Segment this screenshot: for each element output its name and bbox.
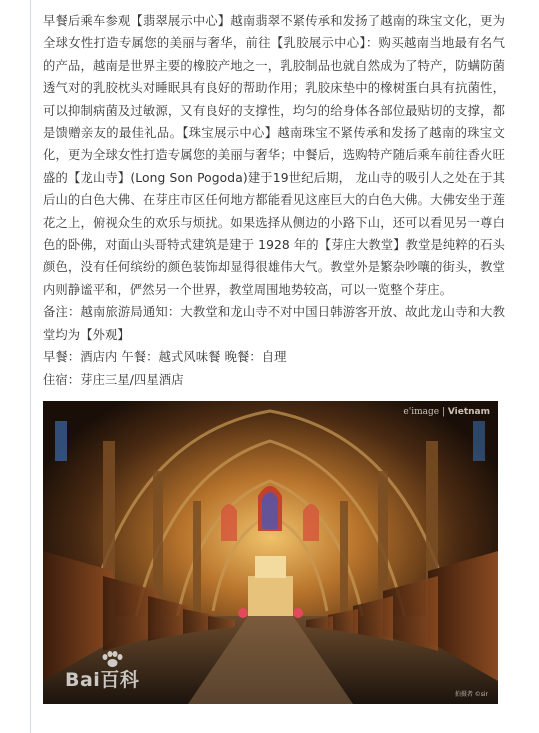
left-border-line bbox=[30, 0, 31, 733]
hotel-line: 住宿：芽庄三星/四星酒店 bbox=[43, 372, 184, 387]
watermark-prefix: e'image | bbox=[403, 407, 445, 417]
itinerary-paragraph: 早餐后乘车参观【翡翠展示中心】越南翡翠不紧传承和发扬了越南的珠宝文化，更为全球女性打造专属您的美丽与奢华，前往【乳胶展示中心】：购买越南当地最有名气的产品，越南是世界主要的橡胶产地之一，乳胶制品也就自然成为了特产，防螨防菌透气对的乳胶枕头对睡眠具有良好的帮助作用；乳胶床垫中的橡树蛋白具有抗菌性，可以抑制病菌及过敏源，又有良好的支撑性，均匀的给身体各部位最贴切的支撑，都是馈赠亲友的最佳礼品。【珠宝展示中心】越南珠宝不紧传承和发扬了越南的珠宝文化，更为全球女性打造专属您的美丽与奢华；中餐后，选购特产随后乘车前往香火旺盛的【龙山寺】(Long Son Pogoda)建于19世纪后期， 龙山寺的吸引人之处在于其后山的白色大佛、在芽庄市区任何地方都能看见这座巨大的白色大佛。大佛安坐于莲花之上，俯视众生的欢乐与烦扰。如果选择从侧边的小路下山，还可以看见另一尊白色的卧佛，对面山头哥特式建筑是建于 1928 年的【芽庄大教堂】教堂是纯粹的石头颜色，没有任何缤纷的颜色装饰却显得很雄伟大气。教堂外是繁杂吵嚷的街头，教堂内则静谧平和，俨然另一个世界，教堂周围地势较高，可以一览整个芽庄。 bbox=[43, 14, 505, 297]
baidu-logo-text: Bai百科 bbox=[65, 669, 140, 691]
baidu-baike-watermark bbox=[65, 665, 139, 692]
photo-watermark-top bbox=[403, 407, 490, 417]
meals-line: 早餐：酒店内 午餐：越式风味餐 晚餐：自理 bbox=[43, 350, 287, 365]
watermark-brand: Vietnam bbox=[447, 407, 490, 417]
paw-icon bbox=[101, 651, 123, 667]
photo-credit: 拍摄者 ©sir bbox=[454, 691, 488, 698]
note-paragraph: 备注：越南旅游局通知：大教堂和龙山寺不对中国日韩游客开放、故此龙山寺和大教堂均为【外观】 bbox=[43, 305, 505, 342]
article-body bbox=[43, 10, 505, 391]
cathedral-photo bbox=[43, 401, 498, 704]
